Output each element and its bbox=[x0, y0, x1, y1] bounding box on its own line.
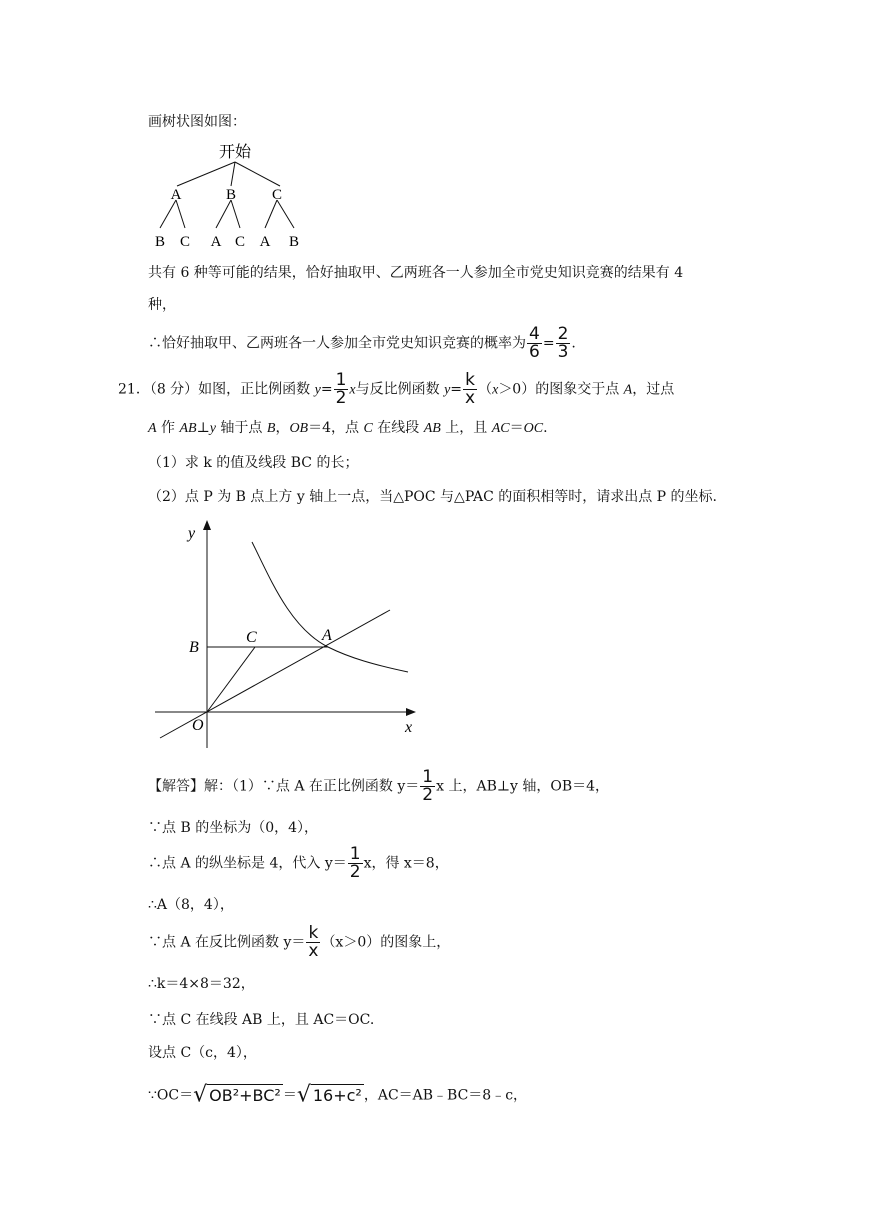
fraction-half-3: $\frac{1}{2}$ bbox=[349, 844, 361, 882]
coordinate-figure bbox=[150, 518, 430, 768]
tree-l1-c: C bbox=[271, 187, 283, 203]
fraction-4-6: $\frac{4}{6}$ bbox=[529, 324, 540, 362]
fraction-half: $\frac{1}{2}$ bbox=[335, 370, 347, 408]
tree-l2-3: A bbox=[210, 234, 222, 250]
x-arrow bbox=[406, 708, 416, 716]
label-c: C bbox=[246, 629, 257, 646]
probability-text: ∴恰好抽取甲、乙两班各一人参加全市党史知识竞赛的概率为 bbox=[148, 335, 526, 352]
q21-line-2: A 作 AB⊥y 轴于点 B，OB＝4，点 C 在线段 AB 上，且 AC＝OC. bbox=[148, 420, 548, 436]
tree-l2-6: B bbox=[288, 234, 300, 250]
tree-diagram bbox=[140, 138, 320, 256]
q21-sub-1: （1）求 k 的值及线段 BC 的长； bbox=[148, 455, 359, 471]
tree-l1-a: A bbox=[170, 187, 182, 203]
label-a: A bbox=[322, 627, 332, 644]
label-b: B bbox=[189, 639, 199, 656]
label-x: x bbox=[405, 719, 413, 736]
fraction-k-x: $\frac{k}{x}$ bbox=[465, 370, 476, 408]
label-o: O bbox=[192, 717, 204, 734]
tree-l2-2: C bbox=[179, 234, 191, 250]
solution-line-5: ∵点 A 在反比例函数 y＝ $\frac{k}{x}$ （x＞0）的图象上， bbox=[148, 923, 451, 961]
result-line-2: 种， bbox=[148, 297, 176, 313]
answer-label: 【解答】 bbox=[148, 778, 204, 795]
segment-oc bbox=[207, 647, 255, 712]
fraction-half-2: $\frac{1}{2}$ bbox=[422, 767, 434, 805]
q21-sub-2: （2）点 P 为 B 点上方 y 轴上一点，当△POC 与△PAC 的面积相等时，请求出点 P 的坐标. bbox=[148, 489, 717, 505]
solution-line-6: ∴k＝4×8＝32， bbox=[148, 976, 255, 992]
tree-root: 开始 bbox=[218, 144, 252, 161]
fraction-2-3: $\frac{2}{3}$ bbox=[557, 324, 569, 362]
tree-l2-4: C bbox=[234, 234, 246, 250]
solution-line-3: ∴点 A 的纵坐标是 4，代入 y＝ $\frac{1}{2}$ x，得 x＝8， bbox=[148, 844, 449, 882]
y-arrow bbox=[203, 520, 211, 530]
sqrt-ob-bc: √ OB²+BC² bbox=[193, 1082, 281, 1108]
q21-line-1: 21．（8 分）如图，正比例函数 y= $\frac{1}{2}$ x与反比例函数 y= $\frac{k}{x}$ （x＞0）的图象交于点 A，过点 bbox=[118, 370, 675, 408]
tree-l2-1: B bbox=[154, 234, 166, 250]
solution-line-7: ∵点 C 在线段 AB 上，且 AC＝OC. bbox=[148, 1012, 375, 1028]
solution-line-1: 【解答】解：（1）∵点 A 在正比例函数 y＝ $\frac{1}{2}$ x 上，AB⊥y 轴，OB＝4， bbox=[148, 767, 610, 805]
fraction-k-x-2: $\frac{k}{x}$ bbox=[308, 923, 319, 961]
solution-line-8: 设点 C（c，4）， bbox=[148, 1045, 257, 1061]
solution-line-9: ∵OC＝√ OB²+BC² ＝√ 16+c² ，AC＝AB﹣BC＝8﹣c， bbox=[148, 1078, 527, 1113]
label-y: y bbox=[188, 525, 196, 542]
result-line-1: 共有 6 种等可能的结果，恰好抽取甲、乙两班各一人参加全市党史知识竞赛的结果有 4 bbox=[148, 265, 684, 281]
solution-line-2: ∵点 B 的坐标为（0，4）， bbox=[148, 820, 319, 836]
sqrt-16-c: √ 16+c² bbox=[296, 1082, 362, 1108]
tree-l2-5: A bbox=[259, 234, 271, 250]
tree-l1-b: B bbox=[225, 187, 237, 203]
probability-line: ∴恰好抽取甲、乙两班各一人参加全市党史知识竞赛的概率为 $\frac{4}{6}$ = $\frac{2}{3}$ . bbox=[148, 324, 576, 362]
hyperbola bbox=[252, 542, 408, 672]
tree-intro: 画树状图如图： bbox=[148, 114, 246, 130]
solution-line-4: ∴A（8，4）， bbox=[148, 897, 234, 913]
